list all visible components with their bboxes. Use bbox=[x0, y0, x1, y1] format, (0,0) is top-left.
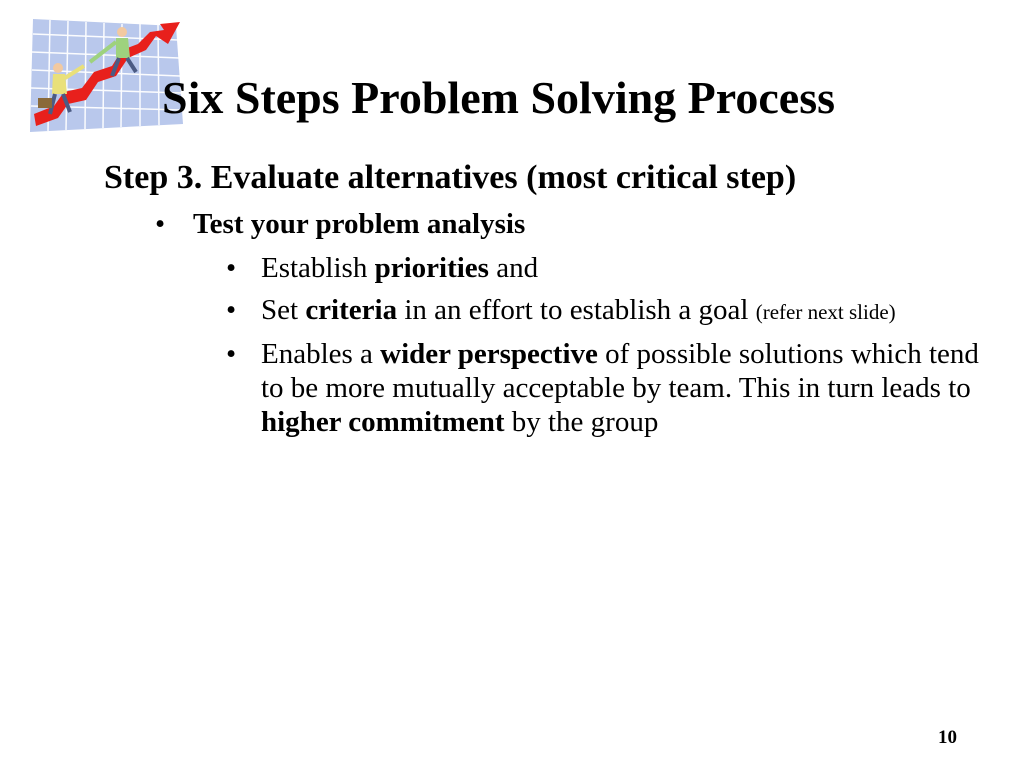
emphasis-priorities: priorities bbox=[374, 252, 489, 284]
slide-title: Six Steps Problem Solving Process bbox=[162, 72, 835, 123]
text: of possible solutions which tend to be more mutually acceptable by team. This in turn leads to bbox=[261, 338, 979, 404]
sub-bullet-perspective bbox=[226, 337, 986, 439]
sub-bullet-list bbox=[226, 251, 986, 447]
text: and bbox=[488, 252, 539, 284]
bullet-glyph: • bbox=[226, 338, 237, 370]
text: by the group bbox=[504, 406, 659, 438]
text: Enables a bbox=[261, 338, 381, 370]
emphasis-wider-perspective: wider perspective bbox=[380, 338, 598, 370]
step-heading: Step 3. Evaluate alternatives (most critical step) bbox=[104, 159, 797, 196]
bullet-glyph: • bbox=[226, 294, 237, 326]
refer-next-slide-note: (refer next slide) bbox=[755, 300, 896, 324]
text: Establish bbox=[261, 252, 375, 284]
bullet-glyph: • bbox=[226, 252, 237, 284]
text: Set bbox=[261, 294, 306, 326]
level1-bullet-text: Test your problem analysis bbox=[193, 208, 526, 240]
emphasis-criteria: criteria bbox=[305, 294, 398, 326]
sub-bullet-criteria bbox=[226, 293, 986, 329]
text: in an effort to establish a goal bbox=[397, 294, 756, 326]
bullet-glyph: • bbox=[155, 208, 166, 240]
sub-bullet-priorities bbox=[226, 251, 986, 285]
page-number: 10 bbox=[938, 727, 957, 748]
emphasis-higher-commitment: higher commitment bbox=[261, 406, 505, 438]
